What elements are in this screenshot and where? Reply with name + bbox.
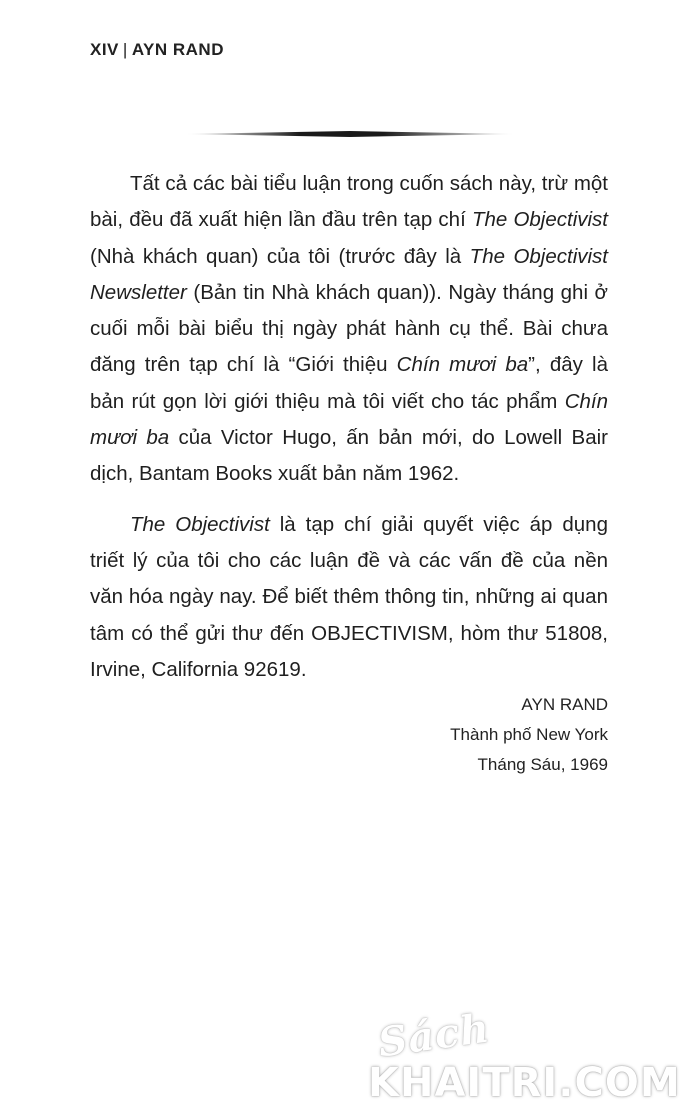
paragraph <box>90 166 608 493</box>
italic-title-run: The Objectivist Newsletter <box>90 244 609 304</box>
decorative-rule <box>185 131 515 137</box>
text-run: (Nhà khách quan) của tôi (trước đây là <box>90 244 470 268</box>
watermark-script: Sách <box>375 1004 493 1067</box>
signature-date: Tháng Sáu, 1969 <box>477 755 608 774</box>
page-number: XIV <box>90 40 119 59</box>
italic-title-run: The Objectivist <box>471 208 608 232</box>
paragraph <box>90 507 608 688</box>
rule-graphic <box>185 131 515 137</box>
header-author: AYN RAND <box>131 40 224 59</box>
italic-title-run: Chín mươi ba <box>396 353 529 377</box>
italic-title-run: The Objectivist <box>130 512 270 536</box>
signature-place: Thành phố New York <box>450 725 608 744</box>
signature-block <box>450 690 608 780</box>
body-text <box>90 166 608 702</box>
text-run: (Bản tin Nhà khách quan)). Ngày tháng ghi ở cuối mỗi bài biểu thị ngày phát hành cụ thể. Bài chưa đăng trên tạp chí là “Giới thiệu <box>90 280 608 377</box>
running-header <box>90 40 224 60</box>
watermark-brand: KHAITRI.COM <box>368 1060 681 1106</box>
text-run: ”, đây là bản rút gọn lời giới thiệu mà tôi viết cho tác phẩm <box>90 353 608 413</box>
watermark-logo <box>368 1004 688 1112</box>
text-run: của Victor Hugo, ấn bản mới, do Lowell Bair dịch, Bantam Books xuất bản năm 1962. <box>90 426 609 486</box>
header-separator: | <box>122 40 128 59</box>
italic-title-run: Chín mươi ba <box>90 389 608 450</box>
signature-name: AYN RAND <box>521 695 608 714</box>
text-run: Tất cả các bài tiểu luận trong cuốn sách này, trừ một bài, đều đã xuất hiện lần đầu trên tạp chí <box>90 172 608 232</box>
text-run: là tạp chí giải quyết việc áp dụng triết lý của tôi cho các luận đề và các vấn đề của nền văn hóa ngày nay. Để biết thêm thông tin, những ai quan tâm có thể gửi thư đến OBJECTIVISM, hòm thư 51808, Irvine, California 92619. <box>90 512 608 681</box>
